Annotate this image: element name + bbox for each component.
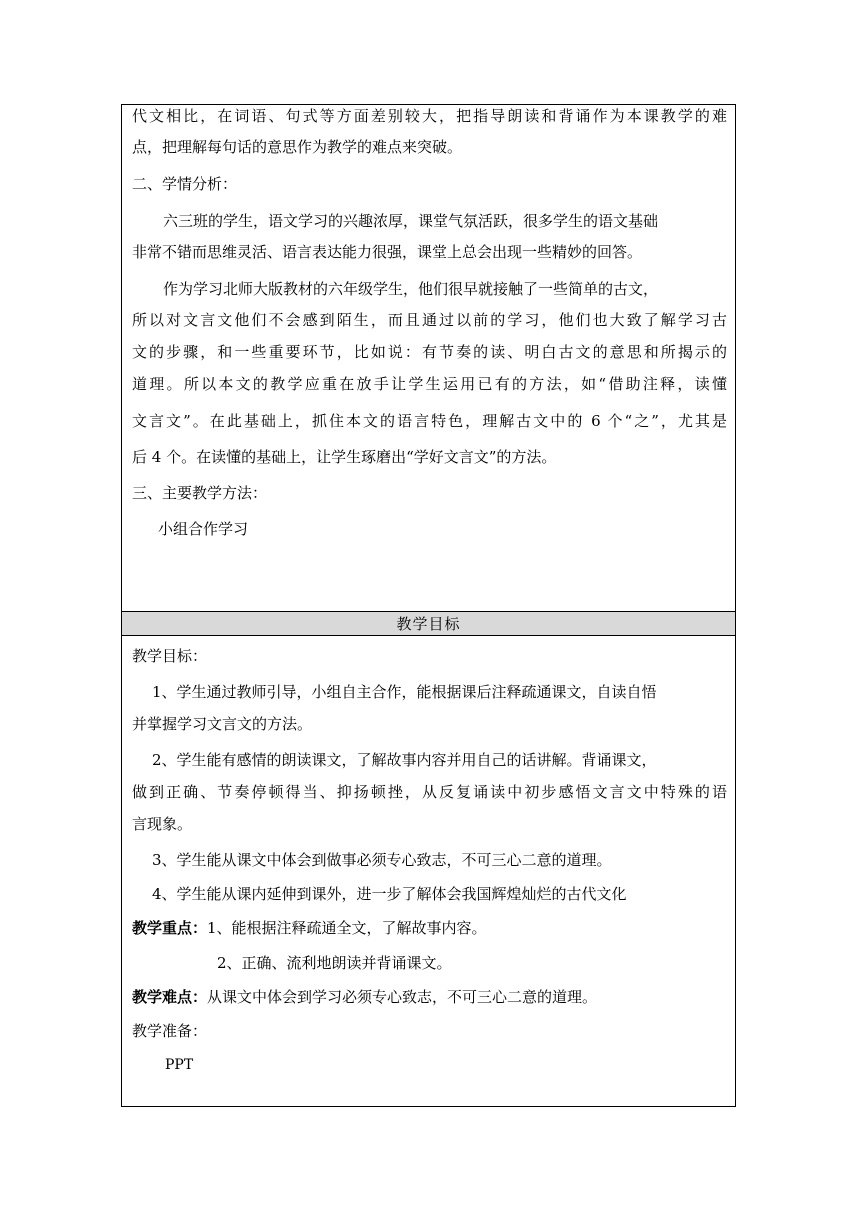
text-line	[132, 374, 727, 394]
text-line: 4、学生能从课内延伸到课外，进一步了解体会我国辉煌灿烂的古代文化	[152, 885, 627, 903]
text-line: 言现象。	[132, 815, 193, 833]
key-point-2: 2、正确、流利地朗读并背诵课文。	[217, 954, 452, 972]
section-heading-analysis: 二、学情分析：	[132, 175, 238, 193]
text-line: 2、学生能有感情的朗读课文，了解故事内容并用自己的话讲解。背诵课文，	[152, 751, 657, 769]
text-line: 非常不错而思维灵活、语言表达能力很强，课堂上总会出现一些精妙的回答。	[132, 243, 643, 261]
text-line: 点，把理解每句话的意思作为教学的难点来突破。	[132, 138, 463, 156]
text-line	[132, 310, 727, 330]
difficulty-label: 教学难点：	[132, 988, 208, 1006]
paragraph-line: 做到正确、节奏停顿得当、抑扬顿挫，从反复诵读中初步感悟文言文中特殊的语	[132, 783, 727, 801]
key-points-row	[132, 918, 487, 938]
paragraph-line: 代文相比，在词语、句式等方面差别较大，把指导朗读和背诵作为本课教学的难	[132, 107, 727, 125]
text-line	[132, 782, 727, 802]
key-points-label: 教学重点：	[132, 919, 208, 937]
text-line: 1、学生通过教师引导，小组自主合作，能根据课后注释疏通课文，自读自悟	[152, 683, 657, 701]
prep-text: PPT	[165, 1057, 194, 1073]
lesson-plan-table	[121, 104, 736, 1107]
difficulty-row	[132, 987, 597, 1007]
text-line	[132, 411, 727, 431]
text-line	[132, 342, 727, 362]
paragraph-line: 所以对文言文他们不会感到陌生，而且通过以前的学习，他们也大致了解学习古	[132, 311, 727, 329]
section-header-goals: 教学目标	[122, 612, 735, 635]
section-heading-methods: 三、主要教学方法：	[132, 484, 268, 502]
difficulty-text: 从课文中体会到学习必须专心致志，不可三心二意的道理。	[207, 988, 598, 1006]
text-line: 3、学生能从课文中体会到做事必须专心致志，不可三心二意的道理。	[152, 851, 612, 869]
text-line: 作为学习北师大版教材的六年级学生，他们很早就接触了一些简单的古文，	[163, 280, 659, 298]
key-point-1: 1、能根据注释疏通全文，了解故事内容。	[207, 919, 487, 937]
text-line: 后 4 个。在读懂的基础上，让学生琢磨出“学好文言文”的方法。	[132, 448, 557, 466]
text-line: 并掌握学习文言文的方法。	[132, 715, 313, 733]
text-line: 六三班的学生，语文学习的兴趣浓厚，课堂气氛活跃，很多学生的语文基础	[163, 212, 659, 230]
text-line	[132, 106, 727, 126]
paragraph-line: 文的步骤，和一些重要环节，比如说：有节奏的读、明白古文的意思和所揭示的	[132, 343, 727, 361]
prep-label: 教学准备：	[132, 1022, 208, 1040]
divider	[122, 635, 735, 636]
paragraph-line: 文言文”。在此基础上，抓住本文的语言特色，理解古文中的 6 个“之”，尤其是	[132, 412, 727, 430]
goals-label: 教学目标：	[132, 647, 208, 665]
method-text: 小组合作学习	[158, 520, 249, 538]
paragraph-line: 道理。所以本文的教学应重在放手让学生运用已有的方法，如“借助注释，读懂	[132, 375, 727, 393]
